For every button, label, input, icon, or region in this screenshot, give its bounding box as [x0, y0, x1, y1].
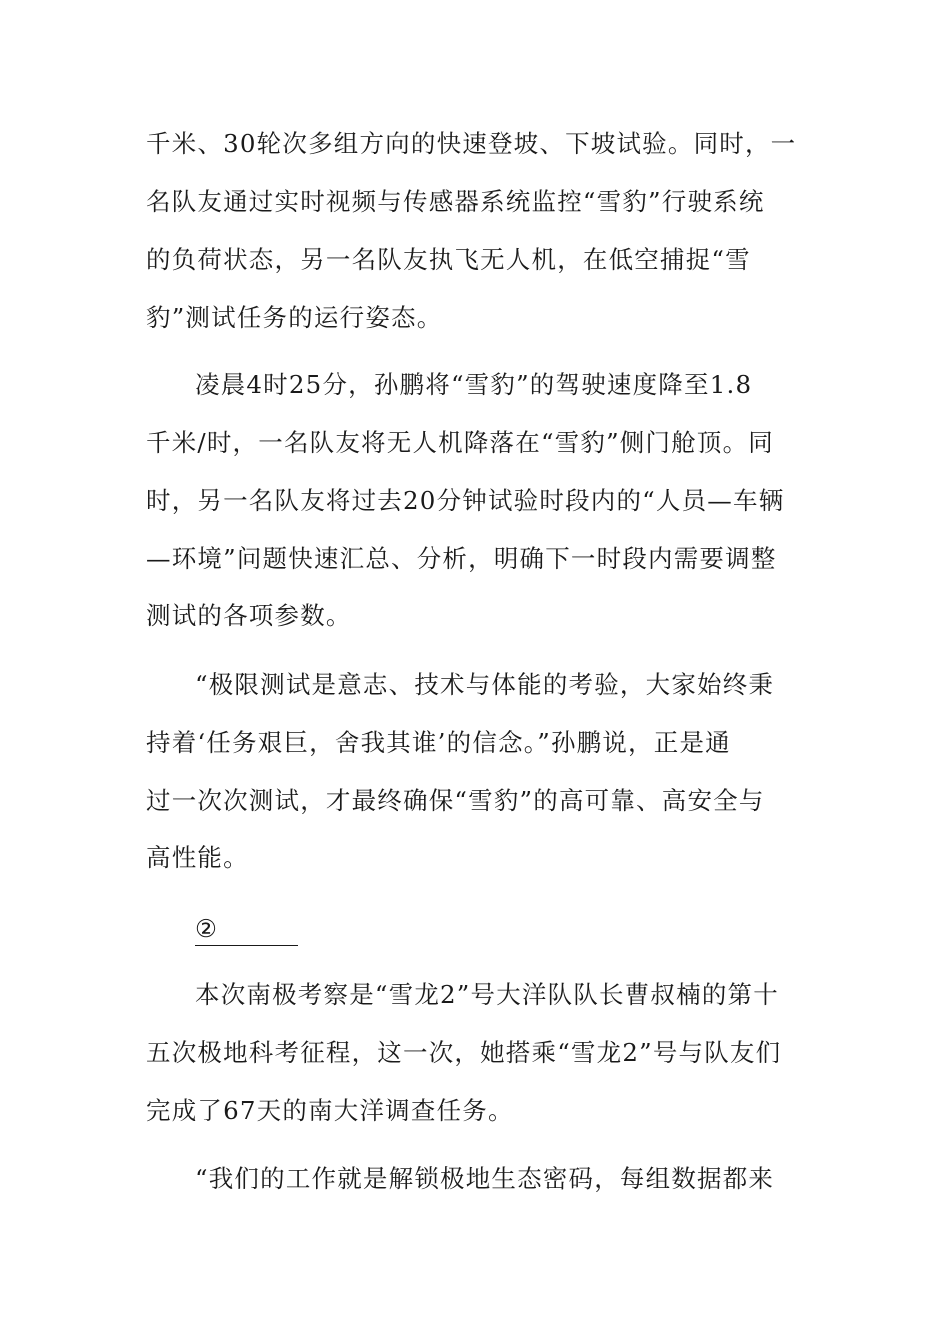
text-line: 测试的各项参数。	[146, 601, 352, 630]
section-blank-marker: ②	[195, 913, 298, 946]
text-line: 千米/时，一名队友将无人机降落在“雪豹”侧门舱顶。同	[146, 428, 775, 457]
text-line: “我们的工作就是解锁极地生态密码，每组数据都来	[195, 1164, 775, 1193]
text-line: 名队友通过实时视频与传感器系统监控“雪豹”行驶系统	[146, 187, 765, 216]
text-line: 完成了67天的南大洋调查任务。	[146, 1096, 514, 1125]
text-line: “极限测试是意志、技术与体能的考验，大家始终秉	[195, 670, 775, 699]
text-line: 高性能。	[146, 843, 249, 872]
text-line: 豹”测试任务的运行姿态。	[146, 303, 443, 332]
text-line: 持着‘任务艰巨，舍我其谁’的信念。”孙鹏说，正是通	[146, 728, 731, 757]
text-line: —环境”问题快速汇总、分析，明确下一时段内需要调整	[146, 544, 777, 573]
text-line: 凌晨4时25分，孙鹏将“雪豹”的驾驶速度降至1.8	[195, 370, 753, 399]
text-line: 过一次次测试，才最终确保“雪豹”的高可靠、高安全与	[146, 786, 765, 815]
text-line: 的负荷状态，另一名队友执飞无人机，在低空捕捉“雪	[146, 245, 751, 274]
text-line: 五次极地科考征程，这一次，她搭乘“雪龙2”号与队友们	[146, 1038, 782, 1067]
text-line: 本次南极考察是“雪龙2”号大洋队队长曹叔楠的第十	[195, 980, 779, 1009]
text-line: 千米、30轮次多组方向的快速登坡、下坡试验。同时，一	[146, 129, 797, 158]
text-line: 时，另一名队友将过去20分钟试验时段内的“人员—车辆	[146, 486, 785, 515]
